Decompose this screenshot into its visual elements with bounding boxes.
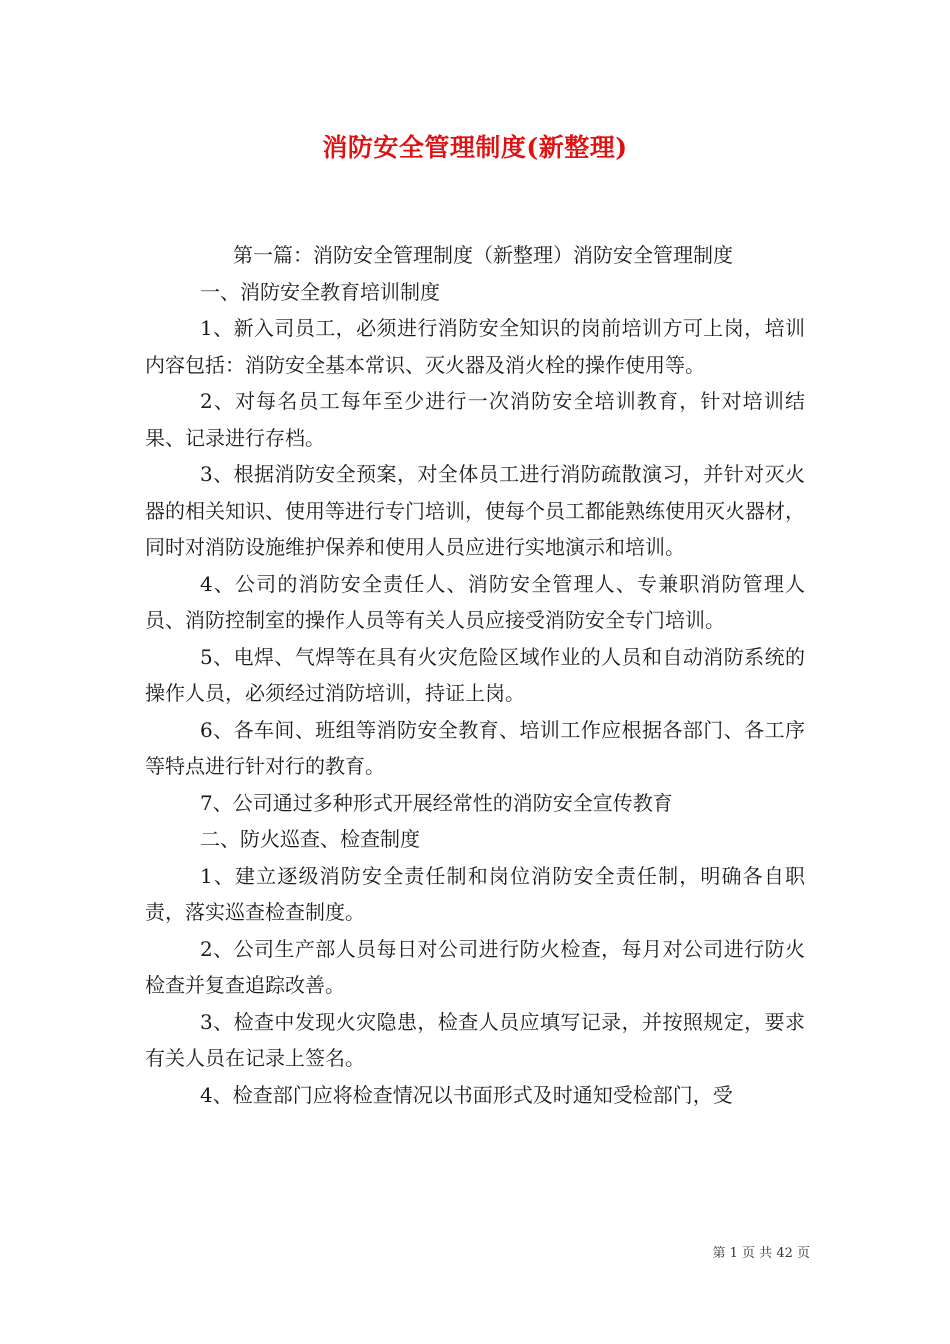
paragraph-13: 3、检查中发现火灾隐患，检查人员应填写记录，并按照规定，要求有关人员在记录上签名。 <box>145 1009 805 1070</box>
section-heading-1: 一、消防安全教育培训制度 <box>200 279 440 304</box>
paragraph-5: 3、根据消防安全预案，对全体员工进行消防疏散演习，并针对灭火器的相关知识、使用等进行专门培训，使每个员工都能熟练使用灭火器材，同时对消防设施维护保养和使用人员应进行实地演示和培训。 <box>145 462 805 559</box>
section-heading-2: 二、防火巡查、检查制度 <box>200 827 420 851</box>
paragraph-8: 6、各车间、班组等消防安全教育、培训工作应根据各部门、各工序等特点进行针对行的教育。 <box>145 717 805 778</box>
paragraph-4: 2、对每名员工每年至少进行一次消防安全培训教育，针对培训结果、记录进行存档。 <box>145 389 805 450</box>
paragraph-9: 7、公司通过多种形式开展经常性的消防安全宣传教育 <box>200 790 673 815</box>
paragraph-7: 5、电焊、气焊等在具有火灾危险区域作业的人员和自动消防系统的操作人员，必须经过消防培训，持证上岗。 <box>145 644 805 705</box>
paragraph-14: 4、检查部门应将检查情况以书面形式及时通知受检部门，受 <box>200 1082 733 1107</box>
paragraph-6: 4、公司的消防安全责任人、消防安全管理人、专兼职消防管理人员、消防控制室的操作人员等有关人员应接受消防安全专门培训。 <box>145 571 805 632</box>
page-number-footer: 第 1 页 共 42 页 <box>712 1246 810 1261</box>
paragraph-11: 1、建立逐级消防安全责任制和岗位消防安全责任制，明确各自职责，落实巡查检查制度。 <box>145 863 805 924</box>
document-title: 消防安全管理制度(新整理) <box>322 133 628 162</box>
paragraph-3: 1、新入司员工，必须进行消防安全知识的岗前培训方可上岗，培训内容包括：消防安全基本常识、灭火器及消火栓的操作使用等。 <box>145 316 805 377</box>
document-body <box>145 237 805 1113</box>
paragraph-12: 2、公司生产部人员每日对公司进行防火检查，每月对公司进行防火检查并复查追踪改善。 <box>145 936 805 997</box>
paragraph-1: 第一篇：消防安全管理制度（新整理）消防安全管理制度 <box>233 243 733 267</box>
